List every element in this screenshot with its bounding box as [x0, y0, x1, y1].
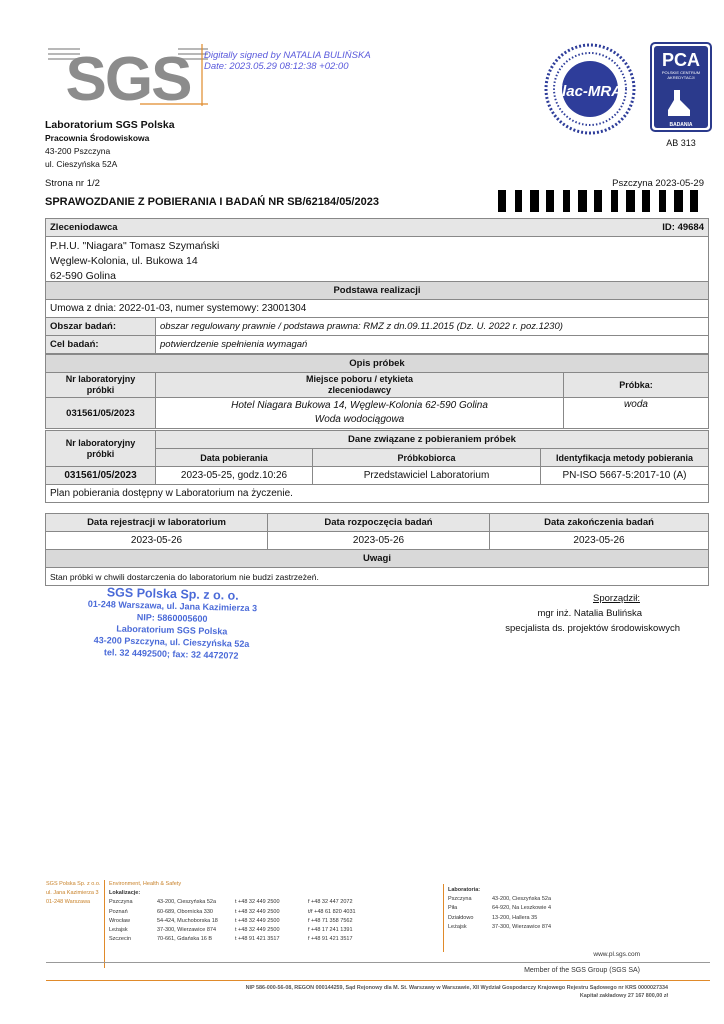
barcode-bar: [569, 190, 570, 212]
client-table: [45, 218, 709, 287]
footer-cell: 64-920, Na Leszkowie 4: [492, 905, 552, 912]
footer-company-line: ul. Jana Kazimierza 3: [46, 890, 99, 897]
sampling-date: 2023-05-25, godz.10:26: [156, 467, 313, 485]
lab-city: 43-200 Pszczyna: [45, 146, 111, 156]
barcode-bar: [581, 190, 582, 212]
sampling-table: [45, 430, 709, 503]
footer-www[interactable]: www.pl.sgs.com: [593, 951, 640, 958]
samples-label: Opis próbek: [46, 355, 709, 373]
footer-cell: t +48 32 449 2500: [235, 917, 280, 924]
barcode-bar: [692, 190, 695, 212]
svg-text:PCA: PCA: [661, 50, 701, 70]
end-date: 2023-05-26: [490, 532, 709, 550]
company-stamp: [51, 585, 293, 663]
sample-label: Woda wodociągowa: [314, 414, 405, 425]
barcode-bar: [612, 190, 614, 212]
stamp-line: tel. 32 4492500; fax: 32 4472072: [103, 647, 239, 661]
barcode-bar: [647, 190, 648, 212]
col-sample: Próbka:: [564, 373, 709, 398]
page-number: Strona nr 1/2: [45, 178, 100, 189]
footer-cell: f +48 91 421 3517: [308, 936, 353, 943]
client-label: Zleceniodawca: [46, 219, 445, 237]
sampling-id: 031561/05/2023: [46, 467, 156, 485]
footer-cell: f +48 71 358 7562: [308, 917, 353, 924]
footer-cell: Wrocław: [109, 917, 130, 924]
prepared-label: Sporządził:: [593, 593, 640, 604]
prepared-role: specjalista ds. projektów środowiskowych: [505, 623, 680, 634]
footer-company: [46, 880, 104, 908]
barcode-bar: [546, 190, 548, 212]
barcode-bar: [617, 190, 618, 212]
stamp-line: Laboratorium SGS Polska: [116, 623, 228, 637]
sgs-logo: [48, 40, 208, 110]
barcode-bar: [521, 190, 522, 212]
footer-cell: t +48 91 421 3517: [235, 936, 280, 943]
sampling-method: PN-ISO 5667-5:2017-10 (A): [541, 467, 709, 485]
footer-lab-row: [448, 895, 648, 904]
footer-cell: Leżajsk: [448, 923, 467, 930]
footer-locations: [109, 880, 439, 944]
footer-company-line: 01-248 Warszawa: [46, 899, 91, 906]
col-place: Miejsce poboru / etykieta: [305, 374, 414, 384]
client-id: ID: 49684: [445, 219, 709, 237]
barcode-bar: [678, 190, 680, 212]
barcode-bar: [564, 190, 566, 212]
footer-location-row: [109, 908, 439, 917]
svg-text:AKREDYTACJI: AKREDYTACJI: [667, 75, 695, 80]
footer-cell: Pszczyna: [109, 899, 133, 906]
footer-company-line: SGS Polska Sp. z o.o.: [46, 881, 101, 887]
col-place-2: zleceniodawcy: [327, 385, 392, 395]
footer-cell: Szczecin: [109, 936, 132, 943]
barcode-bar: [642, 190, 644, 212]
footer-rule-orange: [46, 980, 710, 981]
barcode-bar: [566, 190, 569, 212]
client-address: Węglew-Kolonia, ul. Bukowa 14: [50, 255, 198, 267]
digital-signature: [204, 50, 371, 72]
barcode-bar: [599, 190, 600, 212]
remarks-text: Stan próbki w chwili dostarczenia do laboratorium nie budzi zastrzeżeń.: [46, 568, 709, 586]
barcode-bar: [677, 190, 678, 212]
barcode-bar: [626, 190, 629, 212]
footer-location-row: [109, 926, 439, 935]
lab-dept: Pracownia Środowiskowa: [45, 133, 150, 143]
footer-divider: [443, 884, 444, 952]
signature-date: Date: 2023.05.29 08:12:38 +02:00: [204, 61, 349, 72]
barcode-bar: [662, 190, 665, 212]
footer-cell: 54-424, Muchoborska 18: [157, 917, 218, 924]
footer-lab-row: [448, 904, 648, 913]
footer-cell: Leżajsk: [109, 927, 128, 934]
svg-text:ilac-MRA: ilac-MRA: [557, 83, 623, 100]
prepared-by: [460, 591, 680, 636]
footer-cell: Pszczyna: [448, 896, 472, 903]
footer-legal-line: Kapitał zakładowy 27 167 800,00 zł: [579, 993, 668, 999]
svg-text:BADANIA: BADANIA: [669, 122, 693, 128]
start-date: 2023-05-26: [268, 532, 490, 550]
remarks-label: Uwagi: [46, 550, 709, 568]
barcode-bar: [504, 190, 506, 212]
barcode-bar: [614, 190, 617, 212]
barcode: [494, 190, 704, 212]
sampling-person: Przedstawiciel Laboratorium: [313, 467, 541, 485]
footer-rule: [46, 962, 710, 963]
footer-cell: 60-689, Obornicka 330: [157, 908, 213, 915]
barcode-bar: [534, 190, 536, 212]
barcode-bar: [548, 190, 551, 212]
footer-cell: t/f +48 61 820 4031: [308, 908, 356, 915]
barcode-bar: [596, 190, 599, 212]
goal-label: Cel badań:: [46, 336, 156, 354]
lab-address: [45, 119, 175, 171]
barcode-bar: [533, 190, 534, 212]
barcode-bar: [536, 190, 539, 212]
footer-cell: f +48 32 447 2072: [308, 899, 353, 906]
stamp-line: 43-200 Pszczyna, ul. Cieszyńska 52a: [93, 634, 250, 650]
barcode-bar: [665, 190, 666, 212]
col-end: Data zakończenia badań: [490, 514, 709, 532]
dates-table: [45, 513, 709, 586]
footer-legal-line: NIP 586-000-56-08, REGON 000144259, Sąd Rejonowy dla M. St. Warszawy w Warszawie, XII Wydział Gospodarczy Krajowego Rejestru Sądowego nr KRS 0000027334: [245, 985, 668, 991]
report-title: SPRAWOZDANIE Z POBIERANIA I BADAŃ NR SB/62184/05/2023: [45, 196, 379, 208]
barcode-bar: [530, 190, 533, 212]
lab-name: Laboratorium SGS Polska: [45, 119, 175, 131]
col-lab-no: Nr laboratoryjny: [65, 374, 136, 384]
footer-cell: 13-200, Hallera 35: [492, 914, 538, 921]
svg-text:POLSKIE CENTRUM: POLSKIE CENTRUM: [661, 70, 701, 75]
col-lab-no: Nr laboratoryjny: [65, 437, 136, 448]
barcode-bar: [584, 190, 587, 212]
area-label: Obszar badań:: [46, 318, 156, 336]
barcode-bar: [503, 190, 504, 212]
footer-cell: 37-300, Wierzawice 874: [157, 927, 217, 934]
footer-location-row: [109, 917, 439, 926]
barcode-bar: [518, 190, 521, 212]
barcode-bar: [674, 190, 677, 212]
barcode-bar: [659, 190, 660, 212]
stamp-line: 01-248 Warszawa, ul. Jana Kazimierza 3: [87, 598, 258, 614]
stamp-line: NIP: 5860005600: [136, 612, 208, 624]
footer-cell: t +48 32 449 2500: [235, 908, 280, 915]
barcode-bar: [516, 190, 518, 212]
sample-id: 031561/05/2023: [46, 398, 156, 429]
barcode-bar: [680, 190, 683, 212]
barcode-bar: [660, 190, 662, 212]
footer-cell: Piła: [448, 905, 458, 912]
pca-logo: [650, 42, 712, 132]
col-person: Próbkobiorca: [313, 449, 541, 467]
barcode-bar: [500, 190, 503, 212]
barcode-bar: [630, 190, 632, 212]
footer-lab-label: Laboratoria:: [448, 887, 481, 893]
sample-type: woda: [564, 398, 709, 429]
client-name: P.H.U. "Niagara" Tomasz Szymański: [50, 240, 220, 252]
place-date: Pszczyna 2023-05-29: [612, 178, 704, 189]
barcode-bar: [594, 190, 596, 212]
area-value: obszar regulowany prawnie / podstawa prawna: RMZ z dn.09.11.2015 (Dz. U. 2022 r. poz.1230): [156, 318, 709, 336]
footer-legal: [46, 984, 668, 1000]
footer-cell: Poznań: [109, 908, 128, 915]
lab-street: ul. Cieszyńska 52A: [45, 159, 118, 169]
barcode-bar: [695, 190, 696, 212]
footer-cell: Działdowo: [448, 914, 474, 921]
footer-labs: [448, 886, 648, 932]
barcode-bar: [582, 190, 584, 212]
barcode-bar: [600, 190, 602, 212]
footer-lab-row: [448, 923, 648, 932]
client-postal: 62-590 Golina: [50, 270, 116, 282]
footer-cell: f +48 17 241 1391: [308, 927, 353, 934]
barcode-bar: [629, 190, 630, 212]
barcode-bar: [632, 190, 635, 212]
plan-note: Plan pobierania dostępny w Laboratorium na życzenie.: [46, 485, 709, 503]
footer-loc-label: Lokalizacje:: [109, 890, 141, 897]
barcode-bar: [578, 190, 581, 212]
col-reg: Data rejestracji w laboratorium: [46, 514, 268, 532]
footer-lab-row: [448, 914, 648, 923]
basis-text: Umowa z dnia: 2022-01-03, numer systemowy: 23001304: [46, 300, 709, 318]
basis-table: [45, 281, 709, 354]
barcode-bar: [611, 190, 612, 212]
sampling-group: Dane związane z pobieraniem próbek: [156, 431, 709, 449]
stamp-line: SGS Polska Sp. z o. o.: [106, 585, 239, 603]
barcode-bar: [690, 190, 692, 212]
footer-ehs: Environment, Health & Safety: [109, 881, 182, 887]
footer-location-row: [109, 898, 439, 907]
reg-date: 2023-05-26: [46, 532, 268, 550]
footer-cell: t +48 32 449 2500: [235, 927, 280, 934]
barcode-bar: [563, 190, 564, 212]
barcode-bar: [644, 190, 647, 212]
samples-table: [45, 354, 709, 429]
footer-cell: 37-300, Wierzawice 874: [492, 923, 552, 930]
barcode-bar: [515, 190, 516, 212]
footer-cell: 43-200, Cieszyńska 52a: [157, 899, 217, 906]
col-method: Identyfikacja metody pobierania: [541, 449, 709, 467]
barcode-bar: [552, 190, 554, 212]
sample-place: Hotel Niagara Bukowa 14, Węglew-Kolonia 62-590 Golina: [231, 400, 488, 411]
svg-text:SGS: SGS: [65, 45, 191, 110]
accreditation-number: AB 313: [666, 138, 696, 148]
footer-cell: 43-200, Cieszyńska 52a: [492, 896, 552, 903]
barcode-bar: [551, 190, 552, 212]
col-lab-no-2: próbki: [86, 385, 115, 395]
prepared-name: mgr inż. Natalia Bulińska: [537, 608, 642, 619]
signature-name: Digitally signed by NATALIA BULIŃSKA: [204, 50, 371, 61]
basis-label: Podstawa realizacji: [46, 282, 709, 300]
footer-location-row: [109, 935, 439, 944]
barcode-bar: [498, 190, 500, 212]
ilac-mra-logo: [543, 42, 637, 136]
goal-value: potwierdzenie spełnienia wymagań: [156, 336, 709, 354]
footer-divider: [104, 880, 105, 968]
footer-cell: 70-661, Gdańska 16 B: [157, 936, 213, 943]
col-lab-no-2: próbki: [86, 448, 115, 459]
barcode-bar: [648, 190, 650, 212]
footer-member: Member of the SGS Group (SGS SA): [524, 967, 640, 974]
footer-cell: t +48 32 449 2500: [235, 899, 280, 906]
col-start: Data rozpoczęcia badań: [268, 514, 490, 532]
barcode-bar: [696, 190, 698, 212]
col-date: Data pobierania: [156, 449, 313, 467]
